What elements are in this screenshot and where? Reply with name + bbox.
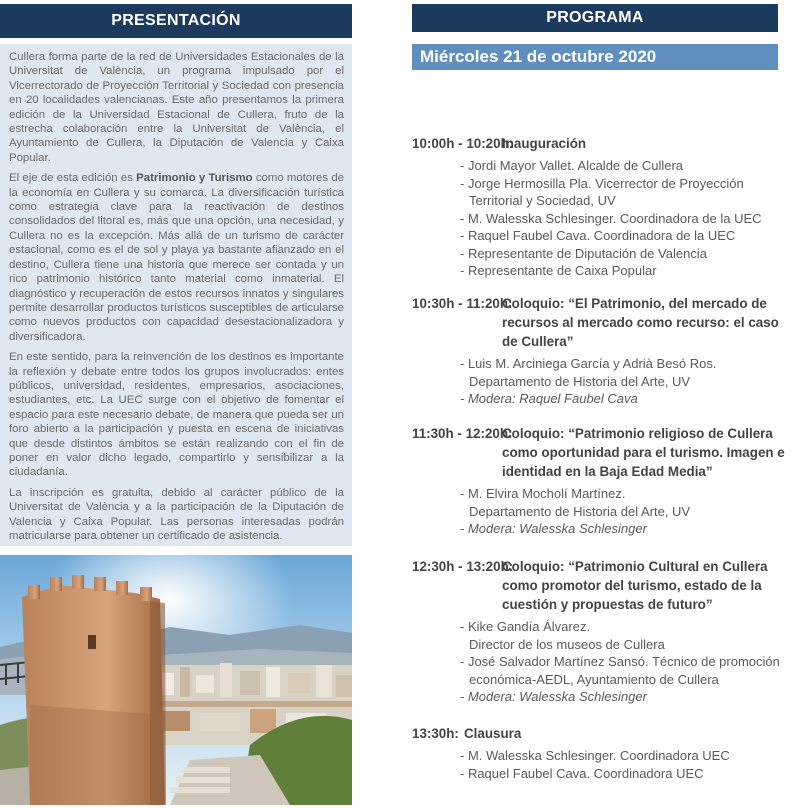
session-title: Coloquio: “Patrimonio religioso de Cullera como oportunidad para el turismo. Imagen e identidad en la Baja Edad Media” xyxy=(502,426,785,479)
session-title: Clausura xyxy=(464,726,522,741)
moderator: - Modera: Walesska Schlesinger xyxy=(460,689,647,704)
session-speakers xyxy=(460,485,792,538)
list-item: Departamento de Historia del Arte, UV xyxy=(469,373,691,389)
moderator: - Modera: Raquel Faubel Cava xyxy=(460,391,638,406)
session-1 xyxy=(412,134,792,280)
session-time: 12:30h - 13:20h: xyxy=(412,559,514,574)
cullera-tower-photo xyxy=(0,555,352,805)
session-3 xyxy=(412,424,792,538)
list-item: económica-AEDL, Ayuntamiento de Cullera xyxy=(469,671,719,687)
session-speakers xyxy=(460,747,792,782)
session-2 xyxy=(412,294,792,408)
intro-paragraph-2 xyxy=(9,171,344,344)
list-item: - M. Walesska Schlesinger. Coordinadora UEC xyxy=(460,748,730,763)
session-time: 10:30h - 11:20h: xyxy=(412,296,513,311)
session-title: Inauguración xyxy=(502,136,587,151)
list-item: Director de los museos de Cullera xyxy=(469,636,665,652)
presentacion-column xyxy=(0,0,352,805)
moderator: - Modera: Walesska Schlesinger xyxy=(460,521,647,536)
programa-column xyxy=(412,0,782,70)
list-item: - Representante de Caixa Popular xyxy=(460,263,657,278)
list-item: - Jorge Hermosilla Pla. Vicerrector de Proyección xyxy=(460,175,744,191)
intro-p2-start: El eje de esta edición es xyxy=(9,172,137,185)
session-4 xyxy=(412,557,792,706)
list-item: - Luis M. Arciniega García y Adrià Besó Ros. xyxy=(460,356,717,371)
session-time: 10:00h - 10:20h: xyxy=(412,136,514,151)
session-5 xyxy=(412,724,792,782)
list-item: - M. Walesska Schlesinger. Coordinadora de la UEC xyxy=(460,210,762,226)
session-title: Coloquio: “El Patrimonio, del mercado de recursos al mercado como recurso: el caso de Cullera” xyxy=(502,296,779,349)
session-title: Coloquio: “Patrimonio Cultural en Cullera como promotor del turismo, estado de la cuestión y propuestas de futuro” xyxy=(502,559,768,612)
intro-paragraph-3: En este sentido, para la reinvención de los destinos es importante la reflexión y debate entre todos los grupos involucrados: entes públicos, universidad, residentes, empresarios, asociaciones, estudiantes, etc. La UEC surge con el objetivo de fomentar el espacio para este necesario debate, de manera que pueda ser un foro abierto a la participación y puesta en escena de iniciativas que desde distintos ámbitos se están realizando con el fin de poner en valor dicho legado, compartirlo y sensibilizar a la ciudadanía. xyxy=(9,351,344,479)
session-speakers xyxy=(460,157,792,280)
presentacion-header: PRESENTACIÓN xyxy=(0,4,352,38)
list-item: - Representante de Diputación de Valencia xyxy=(460,245,707,261)
list-item: Departamento de Historia del Arte, UV xyxy=(469,503,691,519)
list-item: - Raquel Faubel Cava. Coordinadora UEC xyxy=(460,765,704,781)
intro-paragraph-4: La inscripción es gratuita, debido al carácter público de la Universitat de València y a la participación de la Diputación de Valencia y Caixa Popular. Las personas interesadas podrán matricularse para obtener un certificado de asistencia. xyxy=(9,486,344,542)
presentacion-text xyxy=(0,44,352,546)
session-speakers xyxy=(460,355,792,408)
intro-p2-rest: como motores de la economía en Cullera y su comarca. La diversificación turística como estrategia clave para la reactivación de destinos consolidados del litoral es, más que una opción, una necesidad, y Cullera no es la excepción. Más allá de un turismo de carácter estacional, como es el de sol y playa ya bastante afianzado en el destino, Cullera tiene una historia que merece ser contada y un rico patrimonio histórico tanto material como inmaterial. El diagnóstico y recuperación de estos recursos innatos y singulares permite desarrollar productos turísticos susceptibles de articularse como nuevos productos con capacidad desestacionalizadora y diversificadora. xyxy=(9,172,344,343)
session-time: 13:30h: xyxy=(412,726,459,741)
list-item: - Raquel Faubel Cava. Coordinadora de la UEC xyxy=(460,228,736,243)
list-item: Territorial y Sociedad, UV xyxy=(469,193,616,208)
list-item: - Jordi Mayor Vallet. Alcalde de Cullera xyxy=(460,158,684,173)
list-item: - Kike Gandía Álvarez. xyxy=(460,619,591,634)
programa-header: PROGRAMA xyxy=(412,4,778,32)
intro-paragraph-1: Cullera forma parte de la red de Universidades Estacionales de la Universitat de València, un programa impulsado por el Vicerrectorado de Proyección Territorial y Sociedad con presencia en 20 localidades valencianas. Este año presentamos la primera edición de la Universidad Estacional de Cullera, fruto de la estrecha colaboración entre la Universitat de València, el Ayuntamiento de Cullera, la Diputación de Valencia y Caixa Popular. xyxy=(9,51,344,164)
intro-p2-bold: Patrimonio y Turismo xyxy=(136,172,253,185)
program-date: Miércoles 21 de octubre 2020 xyxy=(412,44,778,70)
session-speakers xyxy=(460,618,792,706)
session-time: 11:30h - 12:20h: xyxy=(412,426,513,441)
list-item: - M. Elvira Mocholí Martínez. xyxy=(460,486,626,501)
list-item: - José Salvador Martínez Sansó. Técnico de promoción xyxy=(460,654,780,669)
